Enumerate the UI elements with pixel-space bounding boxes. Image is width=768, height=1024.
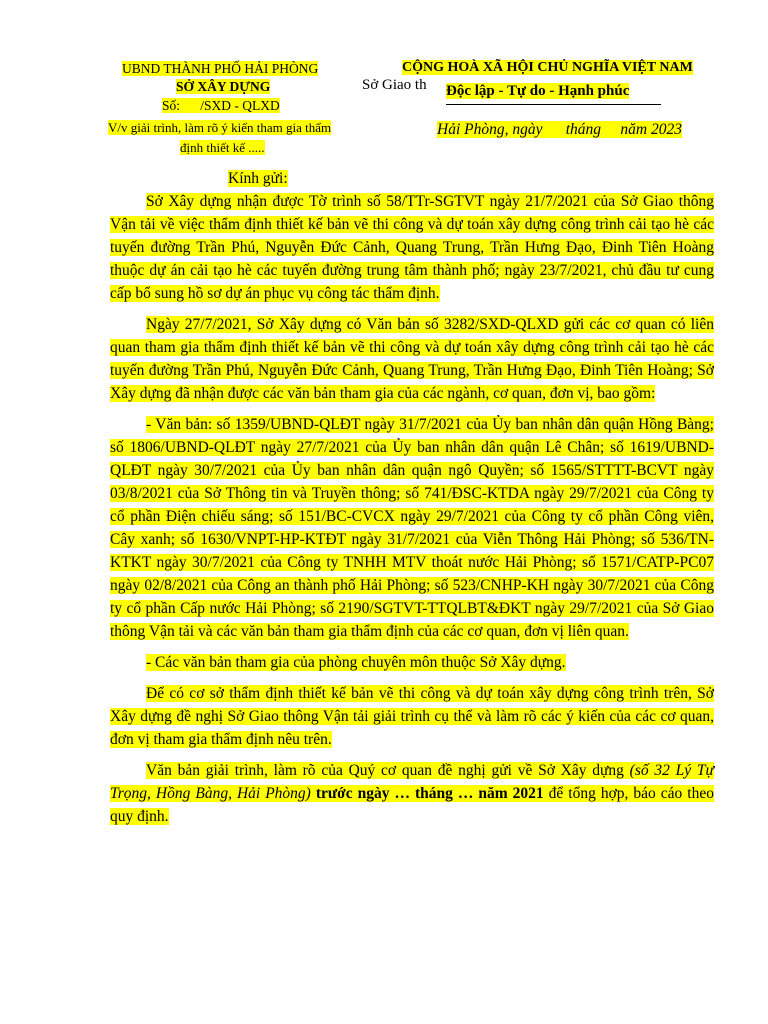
subject-line-2: định thiết kế ..... xyxy=(180,140,265,155)
paragraph-6-address: (số 32 Lý Tự Trọng, Hồng Bàng, Hải Phòng) xyxy=(110,762,714,802)
motto-underline xyxy=(446,104,661,105)
issuing-department: SỞ XÂY DỰNG xyxy=(176,79,271,94)
national-motto: Độc lập - Tự do - Hạnh phúc xyxy=(446,83,630,99)
document-number: Số: /SXD - QLXD xyxy=(162,98,280,113)
paragraph-6-deadline: trước ngày … tháng … năm 2021 xyxy=(310,785,544,802)
recipient-overlap-text: Sở Giao th xyxy=(362,77,427,93)
issuing-authority: UBND THÀNH PHỐ HẢI PHÒNG xyxy=(122,61,319,76)
document-body xyxy=(110,190,714,828)
national-title: CỘNG HOÀ XÃ HỘI CHỦ NGHĨA VIỆT NAM xyxy=(402,60,693,75)
paragraph-6 xyxy=(110,759,714,828)
paragraph-4: - Các văn bản tham gia của phòng chuyên môn thuộc Sở Xây dựng. xyxy=(146,654,566,671)
greeting: Kính gửi: xyxy=(228,170,288,187)
subject-line-1: V/v giải trình, làm rõ ý kiến tham gia thẩm xyxy=(108,120,332,135)
date-line: Hải Phòng, ngày tháng năm 2023 xyxy=(437,121,682,138)
paragraph-6-lead: Văn bản giải trình, làm rõ của Quý cơ quan đề nghị gửi về Sở Xây dựng xyxy=(146,762,630,779)
paragraph-6-tail: để tổng hợp, báo cáo theo quy định. xyxy=(110,785,714,825)
paragraph-2: Ngày 27/7/2021, Sở Xây dựng có Văn bản số 3282/SXD-QLXD gửi các cơ quan có liên quan tham gia thẩm định thiết kế bản vẽ thi công và dự toán xây dựng công trình cải tạo hè các tuyến đường Trần Phú, Nguyễn Đức Cảnh, Quang Trung, Trần Hưng Đạo, Đinh Tiên Hoàng; Sở Xây dựng đã nhận được các văn bản tham gia của các ngành, cơ quan, đơn vị, bao gồm: xyxy=(110,316,714,402)
paragraph-1: Sở Xây dựng nhận được Tờ trình số 58/TTr-SGTVT ngày 21/7/2021 của Sở Giao thông Vận tải về việc thẩm định thiết kế bản vẽ thi công và dự toán xây dựng công trình cải tạo hè các tuyến đường Trần Phú, Nguyễn Đức Cảnh, Quang Trung, Trần Hưng Đạo, Đinh Tiên Hoàng thuộc dự án cải tạo hè các tuyến đường trung tâm thành phố; ngày 23/7/2021, chủ đầu tư cung cấp bổ sung hồ sơ dự án phục vụ công tác thẩm định. xyxy=(110,193,714,302)
paragraph-3: - Văn bản: số 1359/UBND-QLĐT ngày 31/7/2021 của Ủy ban nhân dân quận Hồng Bàng; số 1806/UBND-QLĐT ngày 27/7/2021 của Ủy ban nhân dân quận Lê Chân; số 1619/UBND-QLĐT ngày 30/7/2021 của Ủy ban nhân dân quận ngô Quyền; số 1565/STTTT-BCVT ngày 03/8/2021 của Sở Thông tin và Truyền thông; số 741/ĐSC-KTDA ngày 29/7/2021 của Công ty cổ phần Điện chiếu sáng; số 151/BC-CVCX ngày 29/7/2021 của Công ty cổ phần Công viên, Cây xanh; số 1630/VNPT-HP-KTĐT ngày 31/7/2021 của Viễn Thông Hải Phòng; số 536/TN-KTKT ngày 30/7/2021 của Công ty TNHH MTV thoát nước Hải Phòng; số 1571/CATP-PC07 ngày 02/8/2021 của Công an thành phố Hải Phòng; số 523/CNHP-KH ngày 30/7/2021 của Công ty cổ phần Cấp nước Hải Phòng; số 2190/SGTVT-TTQLBT&ĐKT ngày 29/7/2021 của Sở Giao thông Vận tải và các văn bản tham gia thẩm định của các cơ quan, đơn vị liên quan. xyxy=(110,416,714,640)
paragraph-5: Để có cơ sở thẩm định thiết kế bản vẽ thi công và dự toán xây dựng công trình trên, Sở Xây dựng đề nghị Sở Giao thông Vận tải giải trình cụ thể và làm rõ các ý kiến của các cơ quan, đơn vị tham gia thẩm định nêu trên. xyxy=(110,685,714,748)
